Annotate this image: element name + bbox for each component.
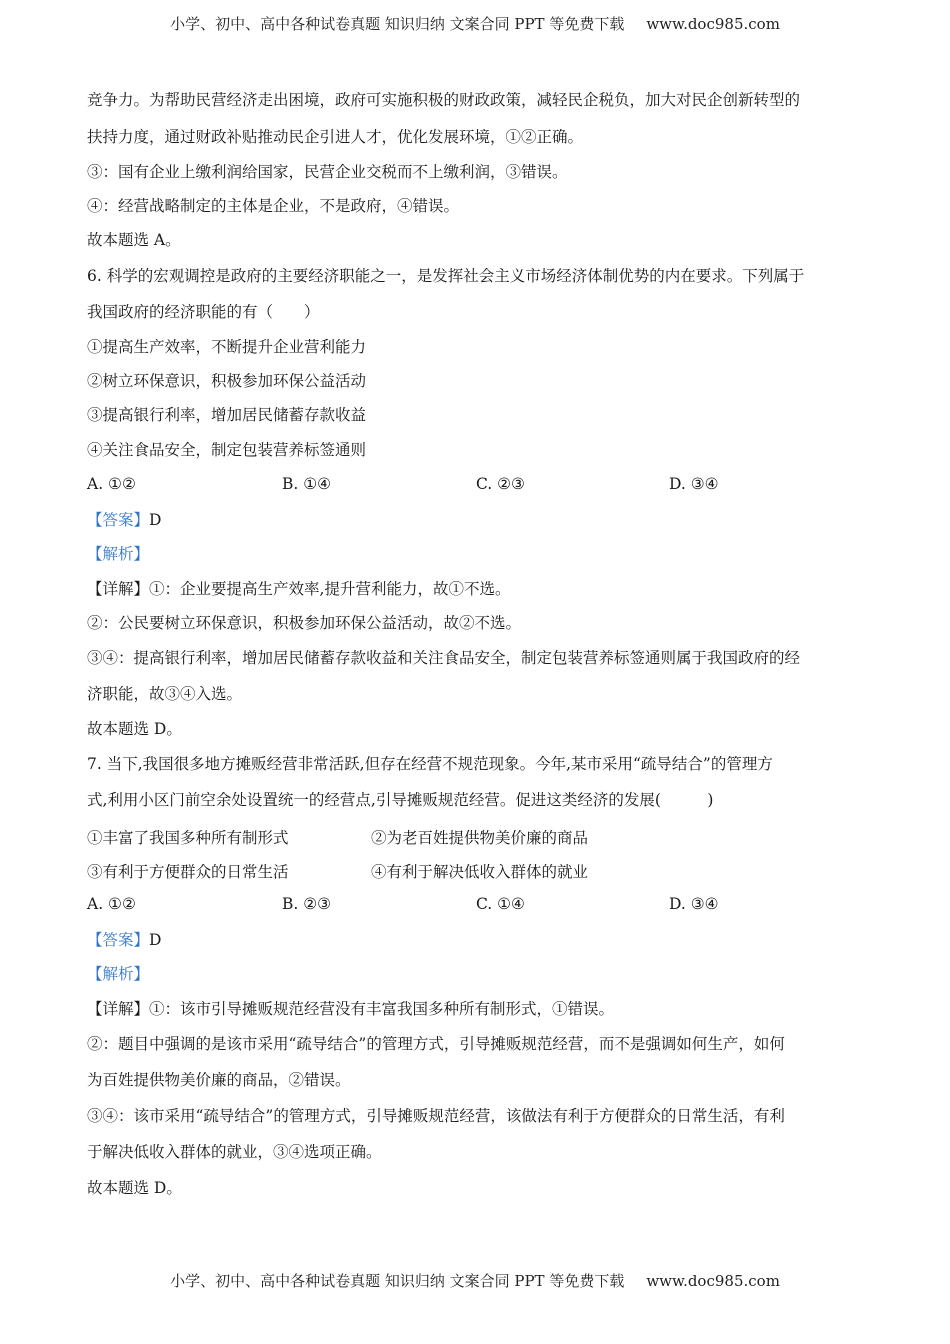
q7-stem-line-2: 式,利用小区门前空余处设置统一的经营点,引导摊贩规范经营。促进这类经济的发展( ) [87,791,714,809]
intro-line-4: ④：经营战略制定的主体是企业，不是政府，④错误。 [87,197,460,215]
q7-detail-label: 【详解】 [87,1000,150,1018]
q6-item-4: ④关注食品安全，制定包装营养标签通则 [87,441,367,459]
q7-detail-1-text: ①：该市引导摊贩规范经营没有丰富我国多种所有制形式，①错误。 [149,1000,615,1018]
q7-item-1: ①丰富了我国多种所有制形式 [87,829,289,847]
q7-answer-value: D [149,931,162,949]
q6-answer-value: D [149,511,162,529]
q6-detail-2: ②：公民要树立环保意识，积极参加环保公益活动，故②不选。 [87,614,522,632]
q6-option-d: D. ③④ [669,475,719,493]
header-text: 小学、初中、高中各种试卷真题 知识归纳 文案合同 PPT 等免费下载 [170,15,625,33]
q7-conclusion: 故本题选 D。 [87,1179,182,1197]
q7-answer-label: 【答案】 [87,931,150,949]
q6-item-3: ③提高银行利率，增加居民储蓄存款收益 [87,406,367,424]
q6-option-b: B. ①④ [282,475,332,493]
intro-conclusion: 故本题选 A。 [87,231,181,249]
q6-options [87,475,859,495]
footer-text: 小学、初中、高中各种试卷真题 知识归纳 文案合同 PPT 等免费下载 [170,1272,625,1290]
q6-conclusion: 故本题选 D。 [87,720,182,738]
q7-stem-line-1: 7. 当下,我国很多地方摊贩经营非常活跃,但存在经营不规范现象。今年,某市采用“疏导结合”的管理方 [87,755,773,773]
q7-item-2: ②为老百姓提供物美价廉的商品 [371,829,589,847]
q7-option-c: C. ①④ [476,895,525,913]
q7-detail-3a: ③④：该市采用“疏导结合”的管理方式，引导摊贩规范经营，该做法有利于方便群众的日常生活，有利 [87,1107,785,1125]
q6-analysis-label: 【解析】 [87,545,150,563]
q6-detail-3b: 济职能，故③④入选。 [87,685,243,703]
q7-option-a: A. ①② [87,895,136,913]
q6-option-a: A. ①② [87,475,136,493]
q7-items-row-1 [87,826,859,846]
q7-options [87,895,859,915]
page-footer [0,1270,950,1291]
q6-answer-label: 【答案】 [87,511,150,529]
q7-answer [87,930,161,950]
q6-item-2: ②树立环保意识，积极参加环保公益活动 [87,372,367,390]
header-site-link[interactable]: www.doc985.com [646,15,780,33]
intro-line-3: ③：国有企业上缴利润给国家，民营企业交税而不上缴利润，③错误。 [87,163,568,181]
q6-detail-3a: ③④：提高银行利率，增加居民储蓄存款收益和关注食品安全，制定包装营养标签通则属于我国政府的经 [87,649,801,667]
q7-detail-1 [87,999,614,1019]
q7-item-3: ③有利于方便群众的日常生活 [87,863,289,881]
q7-items-row-2 [87,860,859,880]
q6-stem-line-1: 6. 科学的宏观调控是政府的主要经济职能之一，是发挥社会主义市场经济体制优势的内在要求。下列属于 [87,267,805,285]
q7-item-4: ④有利于解决低收入群体的就业 [371,863,589,881]
q7-option-b: B. ②③ [282,895,332,913]
q7-detail-2b: 为百姓提供物美价廉的商品，②错误。 [87,1071,351,1089]
q6-detail-label: 【详解】 [87,580,150,598]
footer-site-link[interactable]: www.doc985.com [646,1272,780,1290]
intro-line-1: 竞争力。为帮助民营经济走出困境，政府可实施积极的财政政策，减轻民企税负，加大对民企创新转型的 [87,91,801,109]
q6-stem-line-2: 我国政府的经济职能的有（ ） [87,303,320,321]
q6-answer [87,510,161,530]
q7-detail-2a: ②：题目中强调的是该市采用“疏导结合”的管理方式，引导摊贩规范经营，而不是强调如何生产，如何 [87,1035,785,1053]
q6-item-1: ①提高生产效率，不断提升企业营利能力 [87,338,367,356]
q7-detail-3b: 于解决低收入群体的就业，③④选项正确。 [87,1143,382,1161]
intro-line-2: 扶持力度，通过财政补贴推动民企引进人才，优化发展环境，①②正确。 [87,128,584,146]
q7-analysis-label: 【解析】 [87,965,150,983]
q6-option-c: C. ②③ [476,475,525,493]
page-header [0,13,950,34]
q7-option-d: D. ③④ [669,895,719,913]
q6-detail-1 [87,579,510,599]
q6-detail-1-text: ①：企业要提高生产效率,提升营利能力，故①不选。 [149,580,511,598]
